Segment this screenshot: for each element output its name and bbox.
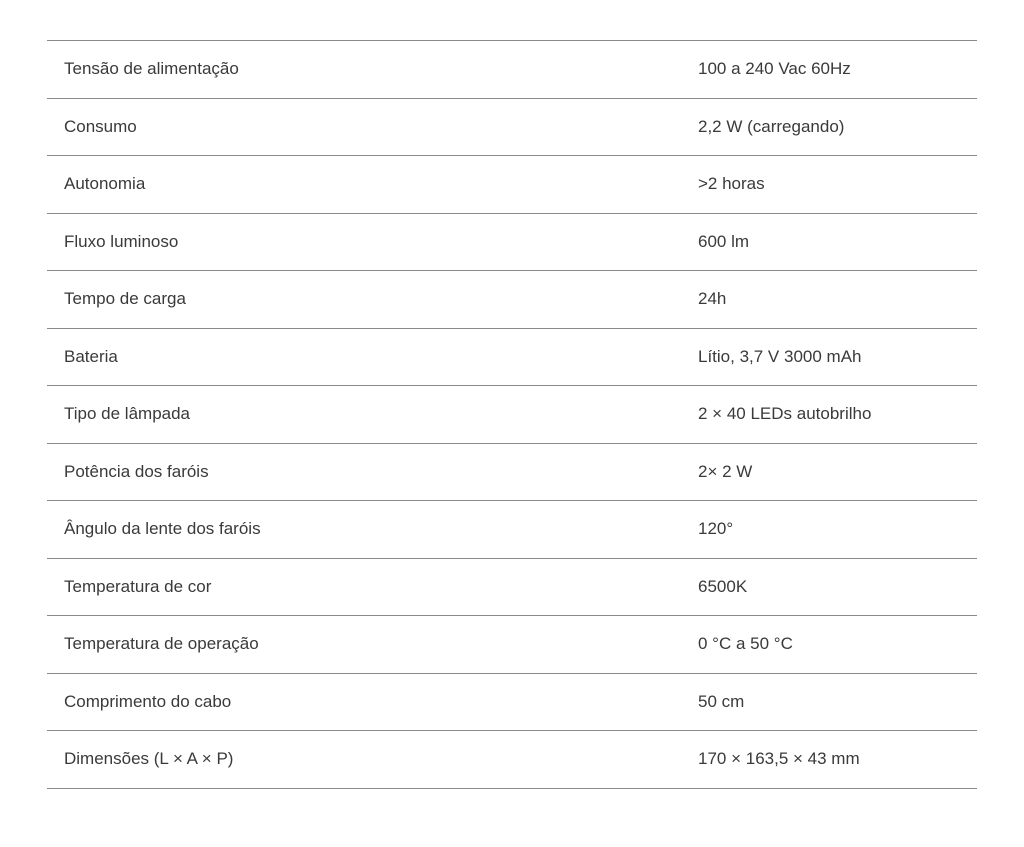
spec-label: Tempo de carga [64, 289, 186, 309]
spec-value: Lítio, 3,7 V 3000 mAh [698, 346, 862, 366]
spec-label: Temperatura de operação [64, 634, 259, 654]
spec-label: Consumo [64, 116, 137, 136]
spec-value: 2,2 W (carregando) [698, 116, 845, 136]
spec-value: 0 °C a 50 °C [698, 634, 793, 654]
spec-label: Comprimento do cabo [64, 691, 232, 711]
spec-value: 2 × 40 LEDs autobrilho [698, 404, 872, 424]
table-row [47, 444, 977, 502]
spec-label: Temperatura de cor [64, 576, 212, 596]
spec-label: Fluxo luminoso [64, 231, 179, 251]
table-row [47, 99, 977, 157]
spec-value: 24h [698, 289, 727, 309]
table-row [47, 329, 977, 387]
spec-table [47, 40, 977, 789]
table-row [47, 559, 977, 617]
spec-label: Dimensões (L × A × P) [64, 749, 234, 769]
spec-label: Tipo de lâmpada [64, 404, 191, 424]
spec-label: Bateria [64, 346, 118, 366]
spec-value: 50 cm [698, 691, 745, 711]
spec-label: Ângulo da lente dos faróis [64, 519, 261, 539]
table-row [47, 214, 977, 272]
table-row [47, 731, 977, 789]
spec-value: 100 a 240 Vac 60Hz [698, 59, 851, 79]
spec-label: Autonomia [64, 174, 146, 194]
spec-label: Tensão de alimentação [64, 59, 239, 79]
table-row [47, 271, 977, 329]
spec-value: 6500K [698, 576, 748, 596]
table-row [47, 501, 977, 559]
spec-value: 600 lm [698, 231, 750, 251]
spec-value: >2 horas [698, 174, 765, 194]
table-row [47, 41, 977, 99]
table-row [47, 616, 977, 674]
spec-label: Potência dos faróis [64, 461, 209, 481]
spec-value: 170 × 163,5 × 43 mm [698, 749, 860, 769]
table-row [47, 386, 977, 444]
table-row [47, 156, 977, 214]
table-row [47, 674, 977, 732]
spec-value: 120° [698, 519, 734, 539]
spec-value: 2× 2 W [698, 461, 753, 481]
